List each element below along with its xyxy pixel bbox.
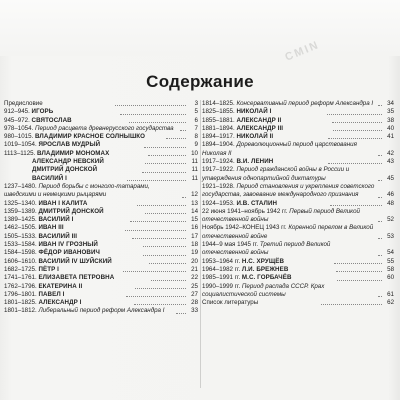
toc-entry-text — [4, 108, 119, 116]
toc-entry-page-number: 25 — [191, 282, 198, 290]
toc-entry-ruler: СВЯТОСЛАВ — [31, 116, 72, 124]
toc-entry-ruler: ЕЛИЗАВЕТА ПЕТРОВНА — [38, 274, 115, 282]
toc-entry — [202, 274, 394, 282]
dot-leader — [137, 205, 186, 206]
page-top-shade — [0, 0, 400, 56]
toc-entry-years: 1881–1894. — [202, 124, 235, 132]
toc-entry-years: 1359–1389. — [4, 207, 37, 215]
toc-entry-years: 945–972. — [4, 116, 30, 124]
toc-entry-text — [4, 125, 179, 133]
toc-entry-page-number: 62 — [387, 299, 395, 307]
toc-entry-page-number: 7 — [194, 124, 198, 132]
toc-entry — [4, 141, 198, 149]
toc-entry-description: Консервативный период реформ Александра I — [236, 100, 374, 107]
toc-entry-years: 978–1054. — [4, 124, 34, 132]
toc-entry-description: Первый период Великой отечественной войны — [202, 207, 360, 224]
toc-entry-ruler: ИВАН III — [38, 224, 64, 232]
toc-entry-page-number: 8 — [194, 133, 198, 141]
toc-entry-page-number: 9 — [194, 141, 198, 149]
toc-entry-text — [4, 216, 129, 224]
toc-entry-ruler: АЛЕКСАНДР III — [236, 124, 284, 132]
toc-entry-text — [202, 166, 377, 183]
toc-entry-ruler: АЛЕКСАНДР I — [38, 299, 82, 307]
toc-entry-page-number: 35 — [387, 108, 395, 116]
toc-entry — [4, 241, 198, 249]
toc-entry — [202, 258, 394, 266]
toc-entry-years: 1917–1924. — [202, 158, 235, 166]
toc-entry-page-number: 11 — [191, 166, 199, 174]
toc-entry-text — [4, 141, 143, 149]
toc-entry-ruler: ЯРОСЛАВ МУДРЫЙ — [38, 141, 101, 149]
dot-leader — [328, 138, 382, 139]
toc-entry-years: 1825–1855. — [202, 108, 235, 116]
toc-entry-text — [202, 224, 377, 241]
dot-leader — [145, 213, 186, 214]
toc-entry — [4, 125, 198, 133]
toc-entry-page-number: 10 — [191, 149, 198, 157]
toc-entry — [202, 283, 394, 300]
toc-entry-page-number: 40 — [387, 124, 395, 132]
toc-entry-page-number: 58 — [387, 265, 395, 273]
dot-leader — [336, 271, 382, 272]
toc-entry-years: 1944–9 мая 1945 гг. — [202, 241, 259, 249]
toc-entry-page-number: 11 — [191, 174, 198, 182]
toc-entry-text — [202, 258, 333, 266]
toc-entry-text — [4, 150, 147, 158]
toc-entry — [4, 307, 198, 315]
toc-entry-description: Коренной перелом в Великой отечественной войне — [202, 224, 374, 240]
toc-entry-text — [4, 291, 125, 299]
toc-entry-ruler: ВАСИЛИЙ I — [38, 216, 74, 224]
dot-leader — [135, 288, 186, 289]
toc-entry-text — [202, 183, 377, 200]
toc-entry-page-number: 52 — [387, 216, 394, 224]
toc-entry-ruler: ИГОРЬ — [31, 108, 54, 116]
toc-entry-text — [4, 249, 142, 257]
toc-entry-ruler: ДМИТРИЙ ДОНСКОЙ — [38, 207, 104, 215]
toc-entry-description: Либеральный период реформ Александра I — [38, 307, 165, 315]
toc-entry-ruler: ФЁДОР ИВАНОВИЧ — [38, 249, 100, 257]
toc-entry — [4, 249, 198, 257]
toc-entry-text — [4, 274, 150, 282]
toc-entry — [4, 258, 198, 266]
dot-leader — [182, 197, 186, 198]
toc-entry-text — [202, 133, 327, 141]
toc-entry-text — [4, 183, 181, 200]
toc-entry — [4, 208, 198, 216]
toc-entry-years: 1894–1917. — [202, 133, 235, 141]
toc-entry-years: 1796–1801. — [4, 290, 37, 298]
dot-leader — [337, 280, 382, 281]
toc-entry-years: 1917–1922. — [202, 166, 235, 174]
toc-entry-page-number: 48 — [387, 199, 394, 207]
toc-entry-years: 1741–1761. — [4, 274, 37, 282]
dot-leader — [321, 304, 382, 305]
toc-entry — [4, 291, 198, 299]
toc-entry-ruler: ИВАН I КАЛИТА — [38, 199, 88, 207]
toc-entry-years: 1584–1598. — [4, 249, 37, 257]
toc-entry-page-number: 38 — [387, 116, 395, 124]
toc-entry-years: 1801–1812. — [4, 307, 37, 315]
toc-entry-text — [4, 117, 128, 125]
toc-entry-ruler: В.И. ЛЕНИН — [236, 158, 274, 166]
toc-entry-ruler: ВЛАДИМИР МОНОМАХ — [37, 149, 110, 157]
dot-leader — [332, 122, 382, 123]
toc-entry-text — [4, 100, 114, 108]
toc-entry-text — [202, 266, 335, 274]
dot-leader — [378, 105, 382, 106]
toc-entry-text — [202, 141, 377, 158]
toc-entry-page-number: 13 — [191, 199, 198, 207]
toc-entry-page-number: 46 — [387, 191, 394, 199]
toc-entry-page-number: 20 — [191, 257, 198, 265]
toc-entry-page-number: 42 — [387, 149, 394, 157]
toc-entry-text — [202, 200, 329, 208]
toc-entry-page-number: 27 — [191, 290, 198, 298]
toc-entry-page-number: 3 — [194, 100, 199, 107]
toc-entry-years: 1462–1505. — [4, 224, 37, 232]
toc-entry-text — [4, 175, 126, 183]
toc-entry-ruler: ДМИТРИЙ ДОНСКОЙ — [32, 166, 98, 174]
toc-entry — [202, 117, 394, 125]
toc-entry — [4, 233, 198, 241]
toc-entry-text — [202, 283, 377, 300]
dot-leader — [149, 263, 186, 264]
dot-leader — [334, 263, 382, 264]
toc-entry-page-number: 55 — [387, 257, 395, 265]
dot-leader — [125, 230, 186, 231]
dot-leader — [145, 163, 186, 164]
toc-entry-description: Предисловие — [4, 100, 43, 107]
toc-entry-text — [4, 283, 134, 291]
toc-entry-page-number: 60 — [387, 274, 395, 282]
toc-entry-years: 1801–1825. — [4, 299, 37, 307]
dot-leader — [327, 114, 382, 115]
toc-entry-text — [202, 274, 336, 282]
toc-entry — [202, 133, 394, 141]
toc-entry-description: Период распада СССР. Крах социалистической системы — [202, 282, 325, 298]
toc-entry — [4, 224, 198, 232]
toc-entry-ruler: ВАСИЛИЙ I — [32, 174, 67, 182]
toc-entry — [202, 108, 394, 116]
toc-entry — [202, 299, 394, 307]
page-title: Содержание — [146, 72, 254, 91]
toc-entry-page-number: 53 — [387, 232, 394, 240]
toc-entry-ruler: ЕКАТЕРИНА II — [38, 282, 83, 290]
toc-entry-years: 1894–1904. — [202, 141, 235, 149]
dot-leader — [180, 130, 186, 131]
dot-leader — [378, 180, 382, 181]
dot-leader — [378, 296, 382, 297]
dot-leader — [378, 221, 382, 222]
toc-entry — [4, 166, 198, 174]
toc-entry-page-number: 22 — [191, 274, 199, 282]
toc-entry-page-number: 33 — [191, 307, 199, 315]
toc-entry-years: 1964–1982 гг. — [202, 265, 241, 273]
toc-entry-page-number: 34 — [387, 100, 394, 107]
toc-entry — [202, 208, 394, 225]
toc-entry-years: 1953–1964 гг. — [202, 257, 241, 265]
toc-entry-description: Период расцвета древнерусского государства — [34, 124, 174, 132]
toc-entry — [202, 166, 394, 183]
dot-leader — [143, 246, 187, 247]
dot-leader — [134, 304, 186, 305]
toc-entry-page-number: 41 — [387, 133, 395, 141]
dot-leader — [142, 172, 186, 173]
toc-entry-text — [4, 299, 133, 307]
toc-entry-years: 1921–1928. — [202, 182, 235, 190]
dot-leader — [130, 221, 186, 222]
toc-entry-page-number: 19 — [191, 249, 199, 257]
toc-entry — [4, 175, 198, 183]
toc-left-column — [4, 100, 198, 316]
dot-leader — [328, 163, 382, 164]
toc-entry-page-number: 14 — [191, 207, 199, 215]
toc-entry — [4, 283, 198, 291]
column-divider — [200, 100, 201, 388]
dot-leader — [129, 122, 186, 123]
dot-leader — [330, 205, 382, 206]
dot-leader — [378, 255, 382, 256]
toc-entry-years: 1814–1825. — [202, 100, 235, 107]
dot-leader — [115, 105, 186, 106]
toc-entry-text — [4, 200, 136, 208]
toc-entry-text — [202, 125, 332, 133]
toc-entry-ruler: НИКОЛАЙ I — [236, 108, 272, 116]
toc-entry-description: Период борьбы с монголо-татарами, шведскими и немецкими рыцарями — [4, 182, 150, 199]
toc-entry-years: 1389–1425. — [4, 216, 37, 224]
toc-entry-years: 1325–1340. — [4, 199, 37, 207]
toc-entry-text — [202, 117, 331, 125]
dot-leader — [378, 197, 382, 198]
toc-entry-text — [4, 241, 142, 249]
toc-entry-text — [4, 224, 124, 232]
toc-entry-description: Период гражданской войны в России и утверждения однопартийной диктатуры — [202, 166, 350, 182]
toc-entry-page-number: 17 — [191, 232, 199, 240]
toc-entry-text — [202, 158, 327, 166]
toc-right-column — [202, 100, 394, 307]
toc-entry-page-number: 5 — [194, 108, 198, 116]
toc-entry-text — [4, 166, 141, 174]
toc-entry — [202, 141, 394, 158]
dot-leader — [378, 155, 382, 156]
toc-entry — [4, 299, 198, 307]
toc-entry-ruler: ПЁТР I — [38, 265, 59, 273]
toc-entry-text — [4, 233, 131, 241]
dot-leader — [120, 114, 186, 115]
toc-entry-page-number: 6 — [194, 116, 198, 124]
toc-entry-years: 1762–1796. — [4, 282, 37, 290]
toc-entry-description: Период становления и укрепления советского государства, завоевание международного признания — [202, 182, 375, 199]
toc-entry-ruler: ИВАН IV ГРОЗНЫЙ — [38, 241, 98, 249]
toc-entry-page-number: 61 — [387, 290, 394, 298]
toc-entry — [202, 266, 394, 274]
toc-entry — [4, 183, 198, 200]
toc-entry-years: 1505–1533. — [4, 232, 37, 240]
toc-entry-ruler: ПАВЕЛ I — [38, 290, 65, 298]
toc-entry — [202, 158, 394, 166]
watermark: CMIN — [283, 38, 322, 64]
toc-entry-description: Дореволюционный период царствования Николая II — [202, 141, 357, 157]
dot-leader — [144, 147, 186, 148]
toc-entry-ruler: ВЛАДИМИР КРАСНОЕ СОЛНЫШКО — [34, 133, 146, 141]
toc-entry-years: 1682–1725. — [4, 265, 37, 273]
toc-entry-text — [4, 258, 148, 266]
toc-entry-page-number: 43 — [387, 158, 394, 166]
toc-entry — [202, 224, 394, 241]
toc-entry-ruler: АЛЕКСАНДР II — [236, 116, 282, 124]
dot-leader — [127, 180, 186, 181]
toc-entry-years: 1019–1054. — [4, 141, 37, 149]
toc-entry-text — [202, 208, 377, 225]
dot-leader — [143, 255, 186, 256]
toc-entry-page-number: 16 — [191, 224, 199, 232]
dot-leader — [333, 130, 382, 131]
toc-entry-years: 1113–1125. — [4, 149, 36, 157]
toc-entry-page-number: 18 — [191, 241, 199, 249]
toc-entry — [4, 108, 198, 116]
toc-entry-page-number: 21 — [191, 265, 198, 273]
toc-entry-page-number: 15 — [191, 216, 198, 224]
toc-entry-years: 1855–1881. — [202, 116, 235, 124]
dot-leader — [126, 296, 186, 297]
toc-entry-ruler: АЛЕКСАНДР НЕВСКИЙ — [32, 158, 104, 166]
toc-entry-years: 980–1015. — [4, 133, 34, 141]
toc-entry-years: 912–945. — [4, 108, 30, 116]
toc-entry — [202, 200, 394, 208]
dot-leader — [148, 155, 186, 156]
toc-entry-text — [4, 266, 122, 274]
toc-entry-years: 1533–1584. — [4, 241, 37, 249]
toc-entry-ruler: ВАСИЛИЙ IV ШУЙСКИЙ — [38, 257, 112, 265]
toc-entry — [202, 241, 394, 258]
toc-entry-ruler: М.С. ГОРБАЧЁВ — [241, 274, 292, 282]
toc-entry-years: 1237–1480. — [4, 182, 37, 190]
toc-entry-ruler: Л.И. БРЕЖНЕВ — [241, 265, 289, 273]
toc-entry-page-number: 54 — [387, 249, 394, 257]
toc-entry — [4, 216, 198, 224]
toc-entry-years: 1924–1953. — [202, 199, 235, 207]
toc-entry-page-number: 45 — [387, 174, 394, 182]
toc-entry-text — [4, 307, 175, 315]
toc-entry-ruler: И.В. СТАЛИН — [236, 199, 278, 207]
dot-leader — [151, 280, 186, 281]
toc-entry-text — [202, 299, 320, 307]
toc-entry-ruler: ВАСИЛИЙ III — [38, 232, 78, 240]
toc-entry — [202, 183, 394, 200]
dot-leader — [132, 238, 186, 239]
toc-entry-page-number: 12 — [191, 191, 198, 199]
toc-entry-page-number: 28 — [191, 299, 199, 307]
toc-entry — [4, 200, 198, 208]
toc-entry-description: Третий период Великой отечественной войны — [202, 241, 331, 257]
toc-entry-years: 22 июня 1941–ноябрь 1942 гг. — [202, 207, 288, 215]
toc-entry-ruler: Н.С. ХРУЩЁВ — [241, 257, 285, 265]
toc-entry-text — [202, 108, 326, 116]
toc-entry-years: Ноябрь 1942–КОНЕЦ 1943 гг. — [202, 224, 287, 232]
toc-entry — [4, 274, 198, 282]
toc-entry-page-number: 11 — [191, 158, 199, 166]
toc-entry-description: Список литературы — [202, 299, 259, 307]
dot-leader — [123, 271, 186, 272]
toc-entry-text — [4, 208, 144, 216]
toc-entry-years: 1990–1999 гг. — [202, 282, 241, 290]
toc-entry — [202, 125, 394, 133]
toc-entry-years: 1985–1991 гг. — [202, 274, 241, 282]
toc-entry — [4, 117, 198, 125]
dot-leader — [176, 313, 186, 314]
dot-leader — [166, 138, 186, 139]
toc-entry — [4, 266, 198, 274]
toc-entry — [4, 150, 198, 158]
toc-entry-text — [202, 241, 377, 258]
dot-leader — [378, 238, 382, 239]
toc-entry-ruler: НИКОЛАЙ II — [236, 133, 274, 141]
toc-entry-years: 1606–1610. — [4, 257, 37, 265]
toc-entry — [4, 100, 198, 108]
